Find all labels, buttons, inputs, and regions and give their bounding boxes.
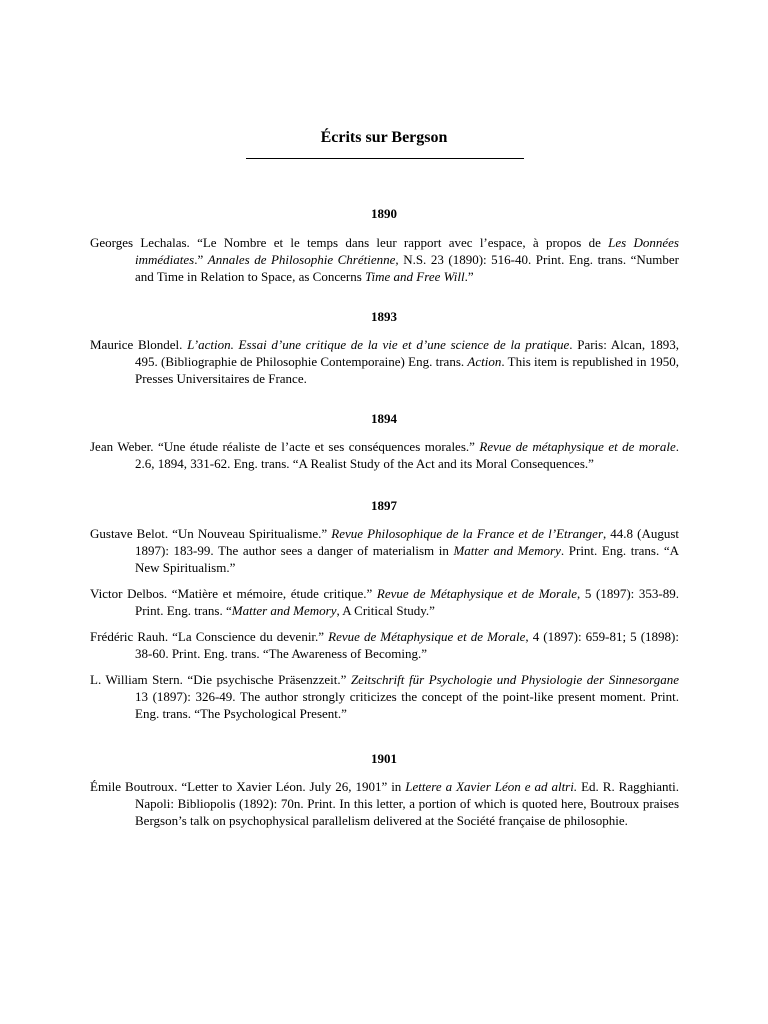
entry-title-italic: Revue de métaphysique et de morale	[479, 439, 676, 454]
year-heading-1893: 1893	[371, 309, 397, 324]
year-heading-1890: 1890	[371, 206, 397, 221]
entry-text: L. William Stern. “Die psychische Präsenzzeit.”	[90, 672, 351, 687]
entry-text: Gustave Belot. “Un Nouveau Spiritualisme.”	[90, 526, 332, 541]
entry-text: , 4 (1897): 659-81; 5 (1898): 38-60. Print. Eng. trans. “The Awareness of Becoming.”	[135, 629, 679, 662]
bibliography-entry	[90, 336, 679, 388]
entry-text: . Paris: Alcan, 1893, 495. (Bibliographie de Philosophie Contemporaine) Eng. trans.	[135, 337, 679, 370]
entry-title-italic: L’action. Essai d’une critique de la vie et d’une science de la pratique	[187, 337, 570, 352]
entry-text: Frédéric Rauh. “La Conscience du devenir.”	[90, 629, 329, 644]
entry-text: , A Critical Study.”	[336, 603, 435, 619]
year-heading-1897: 1897	[371, 498, 397, 513]
bibliography-entry	[90, 778, 679, 830]
bibliography-entry	[90, 671, 679, 723]
entry-text: . Print. Eng. trans. “A New Spiritualism.”	[135, 543, 679, 576]
bibliography-entry	[90, 585, 679, 619]
entry-title-italic: Zeitschrift für Psychologie und Physiologie der Sinnesorgane	[350, 672, 679, 687]
page-title: Écrits sur Bergson	[320, 129, 448, 146]
entry-text: Maurice Blondel.	[90, 337, 188, 352]
entry-text: Jean Weber. “Une étude réaliste de l’acte et ses conséquences morales.”	[90, 439, 480, 454]
entry-text: .”	[464, 269, 474, 285]
bibliography-entry	[90, 628, 679, 662]
entry-title-italic: Revue Philosophique de la France et de l’Etranger	[331, 526, 603, 541]
bibliography-entry	[90, 438, 679, 472]
entry-text: Georges Lechalas. “Le Nombre et le temps dans leur rapport avec l’espace, à propos de	[90, 235, 609, 250]
entry-text: Émile Boutroux. “Letter to Xavier Léon. July 26, 1901” in	[90, 779, 406, 794]
entry-title-italic: Revue de Métaphysique et de Morale	[328, 629, 526, 644]
entry-text: . This item is republished in 1950, Presses Universitaires de France.	[135, 354, 679, 387]
entry-title-italic: Revue de Métaphysique et de Morale	[376, 586, 577, 601]
entry-text: 13 (1897): 326-49. The author strongly criticizes the concept of the point-like present moment. Print. Eng. trans. “The Psychological Present.”	[135, 689, 679, 722]
title-underline	[246, 158, 524, 159]
entry-title-italic: Time and Free Will	[365, 269, 465, 285]
entry-title-italic: Matter and Memory	[453, 543, 561, 559]
entry-text: , 44.8 (August 1897): 183-99. The author sees a danger of materialism in	[135, 526, 680, 559]
entry-text: N.S. 23 (1890): 516-40. Print. Eng. trans. “Number and Time in Relation to Space, as Concerns	[135, 252, 679, 285]
entry-text: Victor Delbos. “Matière et mémoire, étude critique.”	[90, 586, 377, 601]
entry-text: , 5 (1897): 353-89. Print. Eng. trans. “	[135, 586, 680, 619]
entry-title-italic: Annales de Philosophie Chrétienne,	[207, 252, 399, 268]
entry-title-italic: Matter and Memory	[231, 603, 337, 619]
entry-text: . 2.6, 1894, 331-62. Eng. trans. “A Realist Study of the Act and its Moral Consequences.”	[135, 439, 680, 472]
bibliography-entry	[90, 234, 679, 286]
entry-title-italic: Lettere a Xavier Léon e ad altri.	[405, 779, 578, 794]
entry-text: Ed. R. Ragghianti. Napoli: Bibliopolis (1892): 70n. Print. In this letter, a portion of which is quoted here, Boutroux praises Bergson’s talk on psychophysical parallelism delivered at the Société française de philosophie.	[135, 779, 679, 829]
bibliography-entry	[90, 525, 679, 577]
year-heading-1894: 1894	[371, 411, 397, 426]
entry-title-italic: Les Données immédiates	[135, 235, 679, 268]
entry-text: .”	[194, 252, 208, 268]
entry-title-italic: Action	[467, 354, 502, 370]
year-heading-1901: 1901	[371, 751, 397, 766]
